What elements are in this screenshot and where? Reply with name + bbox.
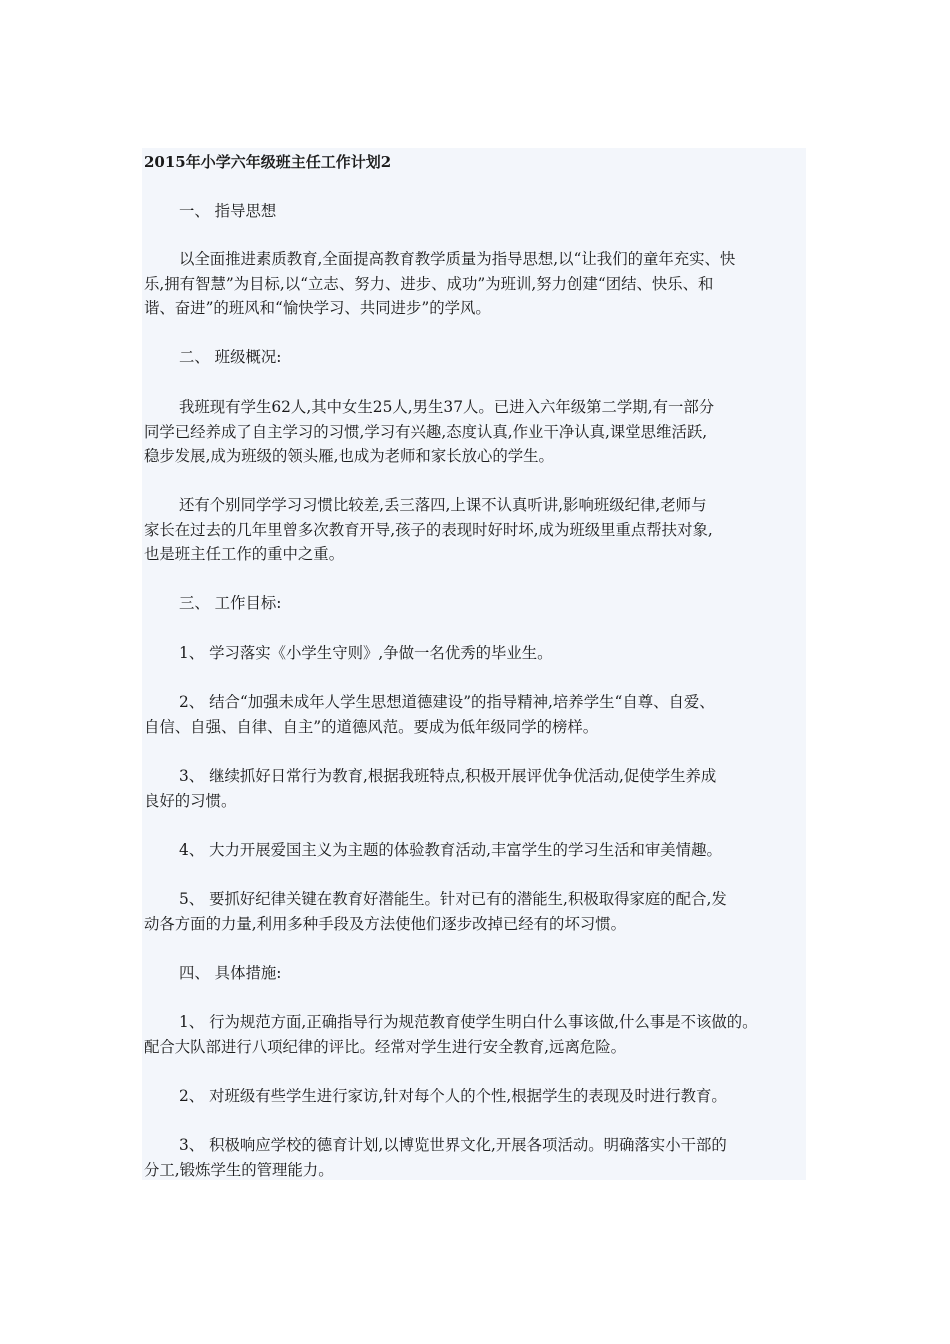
paragraph-line: 3、 积极响应学校的德育计划,以博览世界文化,开展各项活动。明确落实小干部的 bbox=[179, 1136, 727, 1154]
paragraph-line: 四、 具体措施: bbox=[179, 964, 282, 982]
section-heading-guiding-ideology bbox=[144, 199, 276, 224]
paragraph-line: 2、 结合“加强未成年人学生思想道德建设”的指导精神,培养学生“自尊、自爱、 bbox=[179, 693, 715, 711]
goal-item-1 bbox=[144, 641, 553, 666]
section-heading-specific-measures bbox=[144, 961, 281, 986]
paragraph-line: 1、 学习落实《小学生守则》,争做一名优秀的毕业生。 bbox=[179, 644, 553, 662]
paragraph-line: 我班现有学生62人,其中女生25人,男生37人。已进入六年级第二学期,有一部分 bbox=[179, 398, 715, 416]
paragraph-line: 一、 指导思想 bbox=[179, 202, 277, 220]
paragraph-line: 2、 对班级有些学生进行家访,针对每个人的个性,根据学生的表现及时进行教育。 bbox=[179, 1087, 727, 1105]
paragraph-struggling-students bbox=[144, 493, 713, 567]
document-title: 2015年小学六年级班主任工作计划2 bbox=[144, 153, 392, 171]
section-heading-work-goals bbox=[144, 591, 281, 616]
paragraph-line: 自信、自强、自律、自主”的道德风范。要成为低年级同学的榜样。 bbox=[144, 717, 599, 736]
measure-item-1 bbox=[144, 1010, 758, 1059]
measure-item-2 bbox=[144, 1084, 727, 1109]
paragraph-line: 4、 大力开展爱国主义为主题的体验教育活动,丰富学生的学习生活和审美情趣。 bbox=[179, 841, 722, 859]
paragraph-guiding-ideology bbox=[144, 247, 735, 321]
paragraph-class-overview bbox=[144, 395, 714, 469]
paragraph-line: 三、 工作目标: bbox=[179, 594, 282, 612]
paragraph-line: 3、 继续抓好日常行为教育,根据我班特点,积极开展评优争优活动,促使学生养成 bbox=[179, 767, 717, 785]
goal-item-2 bbox=[144, 690, 715, 739]
paragraph-line: 二、 班级概况: bbox=[179, 348, 282, 366]
goal-item-4 bbox=[144, 838, 722, 863]
section-heading-class-overview bbox=[144, 345, 281, 370]
paragraph-line: 良好的习惯。 bbox=[144, 791, 237, 810]
paragraph-line: 也是班主任工作的重中之重。 bbox=[144, 545, 345, 563]
paragraph-line: 家长在过去的几年里曾多次教育开导,孩子的表现时好时坏,成为班级里重点帮扶对象, bbox=[144, 520, 713, 539]
paragraph-line: 稳步发展,成为班级的领头雁,也成为老师和家长放心的学生。 bbox=[144, 447, 554, 465]
paragraph-line: 还有个别同学学习习惯比较差,丢三落四,上课不认真听讲,影响班级纪律,老师与 bbox=[179, 496, 707, 514]
goal-item-3 bbox=[144, 764, 716, 813]
paragraph-line: 动各方面的力量,利用多种手段及方法使他们逐步改掉已经有的坏习惯。 bbox=[144, 914, 627, 933]
paragraph-line: 1、 行为规范方面,正确指导行为规范教育使学生明白什么事该做,什么事是不该做的。 bbox=[179, 1013, 758, 1031]
paragraph-line: 同学已经养成了自主学习的习惯,学习有兴趣,态度认真,作业干净认真,课堂思维活跃, bbox=[144, 422, 708, 441]
goal-item-5 bbox=[144, 887, 727, 936]
paragraph-line: 乐,拥有智慧”为目标,以“立志、努力、进步、成功”为班训,努力创建“团结、快乐、和 bbox=[144, 274, 714, 293]
measure-item-3 bbox=[144, 1133, 727, 1182]
paragraph-line: 5、 要抓好纪律关键在教育好潜能生。针对已有的潜能生,积极取得家庭的配合,发 bbox=[179, 890, 727, 908]
paragraph-line: 以全面推进素质教育,全面提高教育教学质量为指导思想,以“让我们的童年充实、快 bbox=[179, 250, 736, 268]
paragraph-line: 配合大队部进行八项纪律的评比。经常对学生进行安全教育,远离危险。 bbox=[144, 1037, 627, 1056]
paragraph-line: 谐、奋进”的班风和“愉快学习、共同进步”的学风。 bbox=[144, 299, 491, 317]
paragraph-line: 分工,锻炼学生的管理能力。 bbox=[144, 1160, 334, 1179]
